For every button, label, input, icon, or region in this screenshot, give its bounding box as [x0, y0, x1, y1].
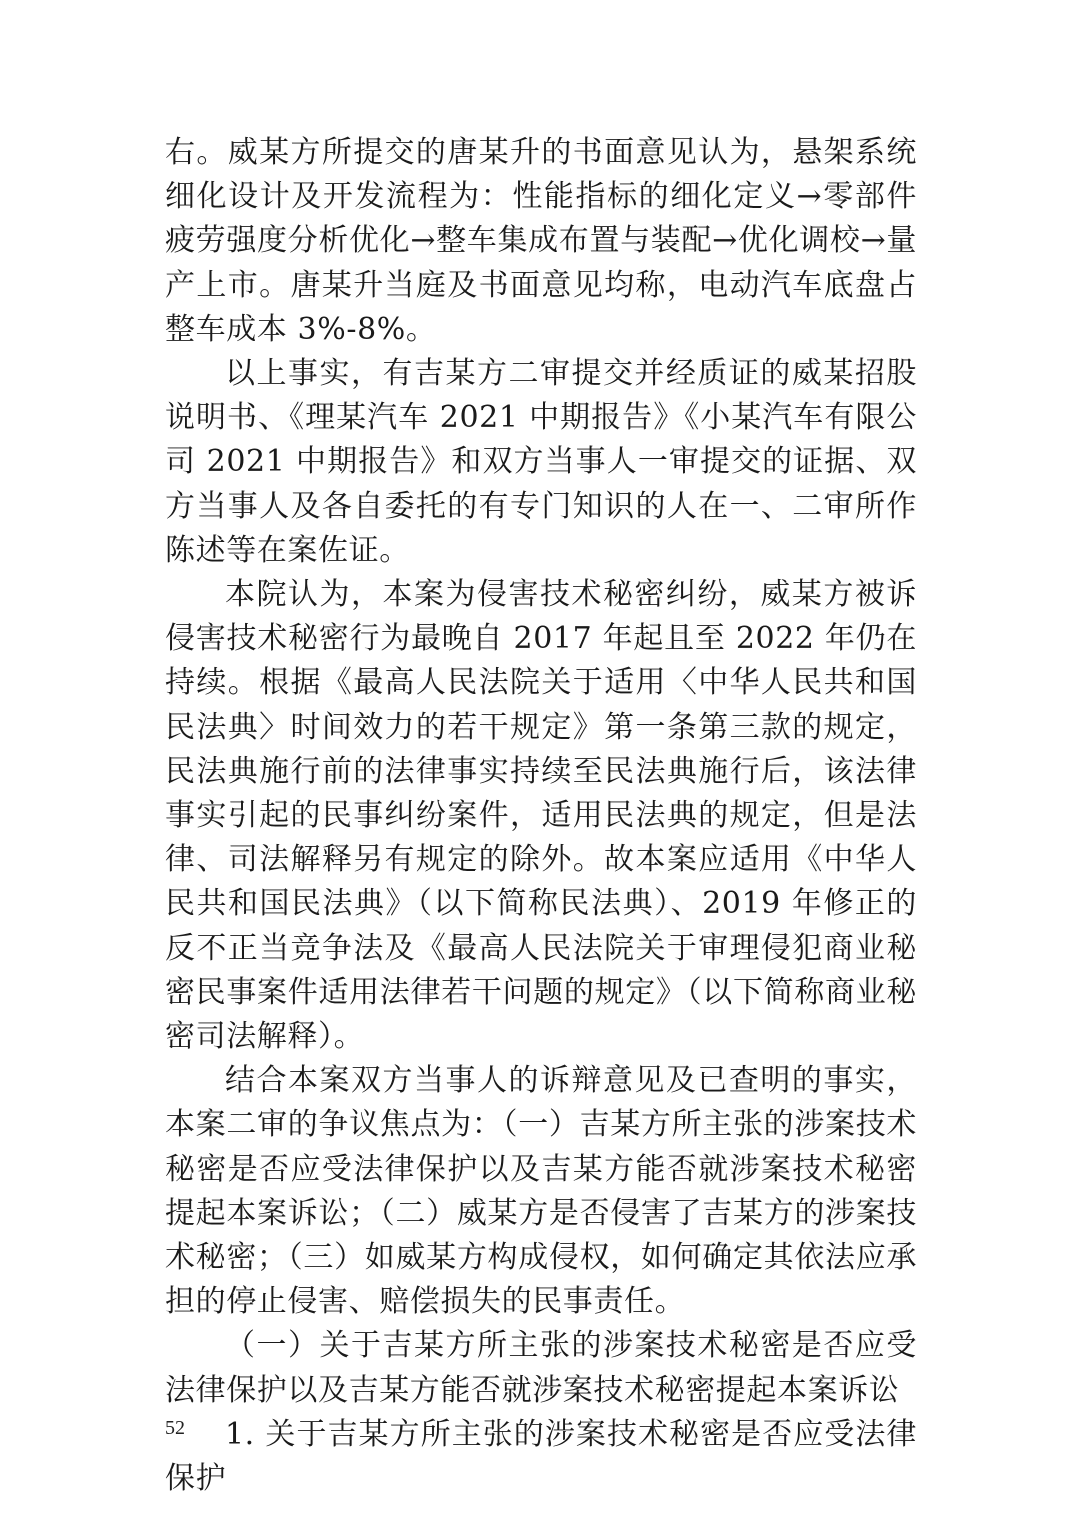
- paragraph-evidence: 以上事实，有吉某方二审提交并经质证的威某招股说明书、《理某汽车 2021 中期报告》《小某汽车有限公司 2021 中期报告》和双方当事人一审提交的证据、双方当事人及各自委托的有专门知识的人在一、二审所作陈述等在案佐证。: [165, 356, 917, 568]
- paragraph-court-opinion: 本院认为，本案为侵害技术秘密纠纷，威某方被诉侵害技术秘密行为最晚自 2017 年起且至 2022 年仍在持续。根据《最高人民法院关于适用〈中华人民共和国民法典〉时间效力的若干规定》第一条第三款的规定，民法典施行前的法律事实持续至民法典施行后，该法律事实引起的民事纠纷案件，适用民法典的规定，但是法律、司法解释另有规定的除外。故本案应适用《中华人民共和国民法典》（以下简称民法典）、2019 年修正的反不正当竞争法及《最高人民法院关于审理侵犯商业秘密民事案件适用法律若干问题的规定》（以下简称商业秘密司法解释）。: [165, 577, 917, 1055]
- page-number: 52: [165, 1417, 185, 1439]
- body-text: [165, 131, 917, 1501]
- section-heading: （一）关于吉某方所主张的涉案技术秘密是否应受法律保护以及吉某方能否就涉案技术秘密提起本案诉讼: [165, 1328, 917, 1408]
- subsection-heading: 1. 关于吉某方所主张的涉案技术秘密是否应受法律保护: [165, 1416, 917, 1497]
- paragraph-continuation: 右。威某方所提交的唐某升的书面意见认为，悬架系统细化设计及开发流程为：性能指标的细化定义→零部件疲劳强度分析优化→整车集成布置与装配→优化调校→量产上市。唐某升当庭及书面意见均称，电动汽车底盘占整车成本 3%-8%。: [165, 135, 917, 347]
- paragraph-dispute-focus: 结合本案双方当事人的诉辩意见及已查明的事实，本案二审的争议焦点为：（一）吉某方所主张的涉案技术秘密是否应受法律保护以及吉某方能否就涉案技术秘密提起本案诉讼；（二）威某方是否侵害了吉某方的涉案技术秘密；（三）如威某方构成侵权，如何确定其依法应承担的停止侵害、赔偿损失的民事责任。: [165, 1063, 917, 1320]
